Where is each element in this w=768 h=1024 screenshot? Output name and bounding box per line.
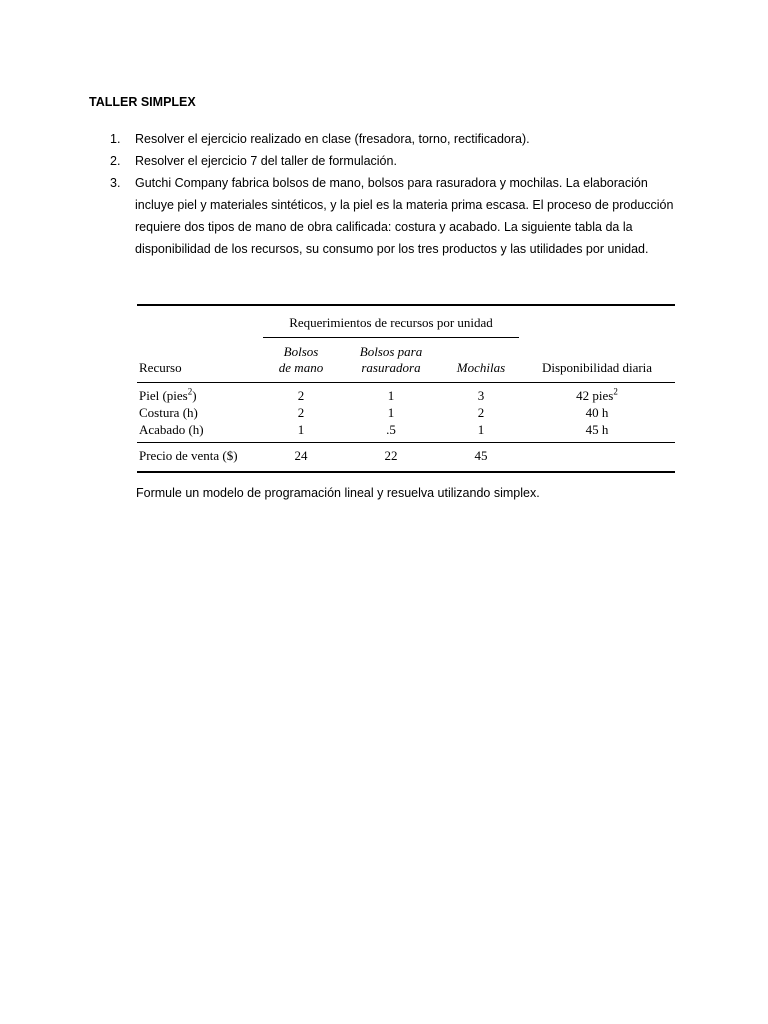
cell-disponibilidad — [519, 443, 675, 473]
cell-bolsos-rasuradora: 1 — [387, 388, 395, 403]
group-header — [263, 305, 519, 344]
header-disponibilidad: Disponibilidad diaria — [519, 344, 675, 383]
header-bolsos-mano-line2: de mano — [278, 360, 324, 375]
cell-disponibilidad: 40 h — [585, 405, 609, 420]
cell-recurso: Piel (pies$^2$) — [139, 386, 197, 403]
list-item-number: 3. — [110, 176, 121, 190]
cell-bolsos-rasuradora: 1 — [387, 405, 395, 420]
table-row — [137, 421, 675, 443]
cell-recurso: Precio de venta ($) — [137, 443, 263, 473]
superscript: 2 — [187, 386, 193, 397]
page-title: TALLER SIMPLEX — [89, 95, 196, 109]
list-item-text: Resolver el ejercicio realizado en clase (fresadora, torno, rectificadora). — [135, 132, 530, 146]
list-item-text: Resolver el ejercicio 7 del taller de formulación. — [135, 154, 397, 168]
cell-bolsos-mano: 2 — [297, 405, 305, 420]
cell-bolsos-mano: 2 — [297, 388, 305, 403]
cell-mochilas: 3 — [477, 388, 485, 403]
header-bolsos-mano-line1: Bolsos — [283, 344, 319, 359]
table-row — [137, 383, 675, 405]
header-bolsos-rasuradora-line2: rasuradora — [361, 360, 421, 375]
table-row-price — [137, 443, 675, 473]
cell-disponibilidad: 45 h — [519, 421, 675, 443]
list-item — [110, 128, 690, 150]
cell-bolsos-mano: 24 — [263, 443, 339, 473]
cell-mochilas: 2 — [477, 405, 485, 420]
header-mochilas: Mochilas — [443, 344, 519, 383]
cell-recurso: Costura (h) — [139, 405, 198, 420]
list-item — [110, 150, 690, 172]
closing-instruction: Formule un modelo de programación lineal y resuelva utilizando simplex. — [136, 486, 540, 500]
table-row — [137, 404, 675, 421]
list-item-number: 2. — [110, 154, 121, 168]
resource-table — [137, 304, 675, 473]
cell-recurso: Acabado (h) — [137, 421, 263, 443]
cell-mochilas: 1 — [443, 421, 519, 443]
superscript: 2 — [613, 386, 618, 397]
cell-bolsos-mano: 1 — [263, 421, 339, 443]
list-item-number: 1. — [110, 132, 121, 146]
instruction-list — [110, 128, 690, 260]
header-bolsos-mano — [263, 344, 339, 383]
header-recurso: Recurso — [137, 344, 263, 383]
group-header-label: Requerimientos de recursos por unidad — [263, 315, 519, 338]
cell-bolsos-rasuradora: .5 — [339, 421, 443, 443]
cell-bolsos-rasuradora: 22 — [339, 443, 443, 473]
header-bolsos-rasuradora — [339, 344, 443, 383]
header-bolsos-rasuradora-line1: Bolsos para — [359, 344, 423, 359]
cell-mochilas: 45 — [443, 443, 519, 473]
list-item-text: Gutchi Company fabrica bolsos de mano, bolsos para rasuradora y mochilas. La elaboración incluye piel y materiales sintéticos, y la piel es la materia prima escasa. El proceso de producción requiere dos tipos de mano de obra calificada: costura y acabado. La siguiente tabla da la disponibilidad de los recursos, su consumo por los tres productos y las utilidades por unidad. — [135, 176, 674, 256]
cell-disponibilidad: 42 pies$^2$ — [576, 386, 618, 403]
list-item — [110, 172, 690, 260]
